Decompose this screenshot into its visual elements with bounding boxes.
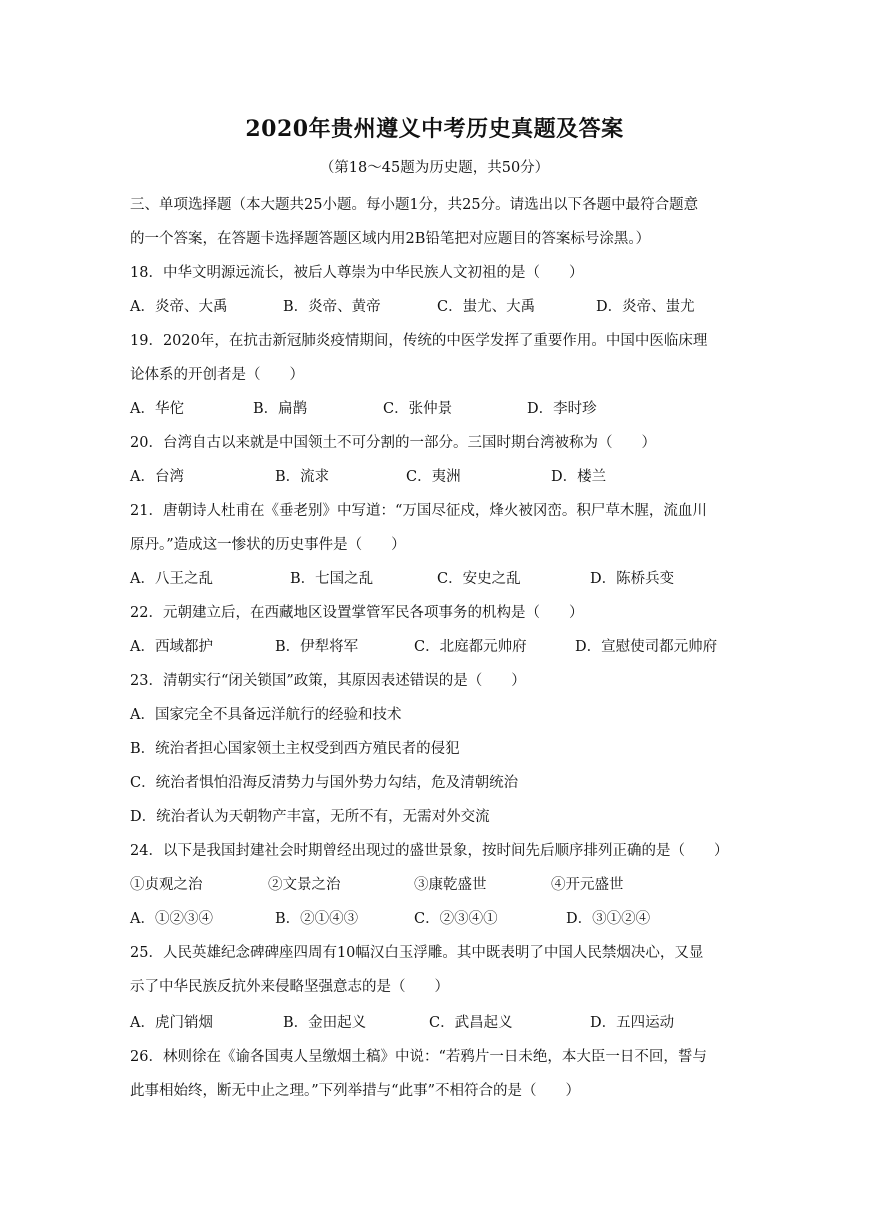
question-21-option-c: C．安史之乱 — [437, 571, 521, 587]
question-25-option-b: B．金田起义 — [283, 1015, 367, 1031]
question-26-stem: 此事相始终，断无中止之理。”下列举措与“此事”不相符合的是（ ） — [130, 1083, 580, 1099]
question-24-option-a: A．①②③④ — [130, 911, 213, 927]
section-instruction-line: 三、单项选择题（本大题共25小题。每小题1分，共25分。请选出以下各题中最符合题意 — [130, 197, 699, 213]
question-25-option-d: D．五四运动 — [590, 1015, 675, 1031]
question-26-stem: 26．林则徐在《谕各国夷人呈缴烟土稿》中说：“若鸦片一日未绝，本大臣一日不回，誓与 — [130, 1049, 707, 1065]
question-18-option-d: D．炎帝、蚩尤 — [596, 299, 695, 315]
question-19-stem: 19．2020年，在抗击新冠肺炎疫情期间，传统的中医学发挥了重要作用。中国中医临床理 — [130, 333, 708, 349]
question-25-stem: 25．人民英雄纪念碑碑座四周有10幅汉白玉浮雕。其中既表明了中国人民禁烟决心，又显 — [130, 945, 704, 961]
section-instruction-line: 的一个答案，在答题卡选择题答题区域内用2B铅笔把对应题目的答案标号涂黑。） — [130, 231, 651, 247]
question-22-option-b: B．伊犁将军 — [275, 639, 359, 655]
question-20-option-b: B．流求 — [275, 469, 330, 485]
question-23-option-d: D．统治者认为天朝物产丰富，无所不有，无需对外交流 — [130, 809, 490, 825]
question-24-option-d: D．③①②④ — [566, 911, 651, 927]
question-20-stem: 20．台湾自古以来就是中国领土不可分割的一部分。三国时期台湾被称为（ ） — [130, 435, 656, 451]
question-21-option-b: B．七国之乱 — [290, 571, 374, 587]
question-19-stem: 论体系的开创者是（ ） — [130, 367, 304, 383]
question-18-stem: 18．中华文明源远流长，被后人尊崇为中华民族人文初祖的是（ ） — [130, 265, 584, 281]
question-20-option-c: C．夷洲 — [406, 469, 461, 485]
question-21-option-d: D．陈桥兵变 — [590, 571, 675, 587]
question-23-option-c: C．统治者惧怕沿海反清势力与国外势力勾结，危及清朝统治 — [130, 775, 519, 791]
question-20-option-d: D．楼兰 — [551, 469, 607, 485]
question-21-stem: 21．唐朝诗人杜甫在《垂老别》中写道：“万国尽征戍，烽火被冈峦。积尸草木腥，流血川 — [130, 503, 707, 519]
question-25-option-c: C．武昌起义 — [429, 1015, 513, 1031]
question-18-option-a: A．炎帝、大禹 — [130, 299, 228, 315]
question-19-option-d: D．李时珍 — [527, 401, 597, 417]
page-title: 2020年贵州遵义中考历史真题及答案 — [245, 116, 624, 142]
question-25-stem: 示了中华民族反抗外来侵略坚强意志的是（ ） — [130, 979, 449, 995]
question-25-option-a: A．虎门销烟 — [130, 1015, 213, 1031]
question-18-option-c: C．蚩尤、大禹 — [437, 299, 536, 315]
question-20-option-a: A．台湾 — [130, 469, 184, 485]
question-22-option-c: C．北庭都元帅府 — [414, 639, 527, 655]
question-24-item-3: ③康乾盛世 — [414, 877, 487, 893]
question-24-stem: 24．以下是我国封建社会时期曾经出现过的盛世景象，按时间先后顺序排列正确的是（ ） — [130, 843, 729, 859]
question-24-item-4: ④开元盛世 — [551, 877, 624, 893]
question-19-option-b: B．扁鹊 — [253, 401, 308, 417]
question-22-option-d: D．宣慰使司都元帅府 — [575, 639, 718, 655]
question-19-option-c: C．张仲景 — [383, 401, 453, 417]
page-subtitle: （第18～45题为历史题，共50分） — [319, 160, 550, 176]
question-18-option-b: B．炎帝、黄帝 — [283, 299, 381, 315]
question-22-option-a: A．西域都护 — [130, 639, 213, 655]
question-23-option-a: A．国家完全不具备远洋航行的经验和技术 — [130, 707, 402, 723]
question-21-stem: 原丹。”造成这一惨状的历史事件是（ ） — [130, 537, 406, 553]
question-19-option-a: A．华佗 — [130, 401, 184, 417]
question-24-item-2: ②文景之治 — [268, 877, 341, 893]
question-24-item-1: ①贞观之治 — [130, 877, 203, 893]
question-22-stem: 22．元朝建立后，在西藏地区设置掌管军民各项事务的机构是（ ） — [130, 605, 584, 621]
question-24-option-c: C．②③④① — [414, 911, 498, 927]
question-24-option-b: B．②①④③ — [275, 911, 359, 927]
question-23-option-b: B．统治者担心国家领土主权受到西方殖民者的侵犯 — [130, 741, 460, 757]
question-21-option-a: A．八王之乱 — [130, 571, 213, 587]
question-23-stem: 23．清朝实行“闭关锁国”政策，其原因表述错误的是（ ） — [130, 673, 526, 689]
